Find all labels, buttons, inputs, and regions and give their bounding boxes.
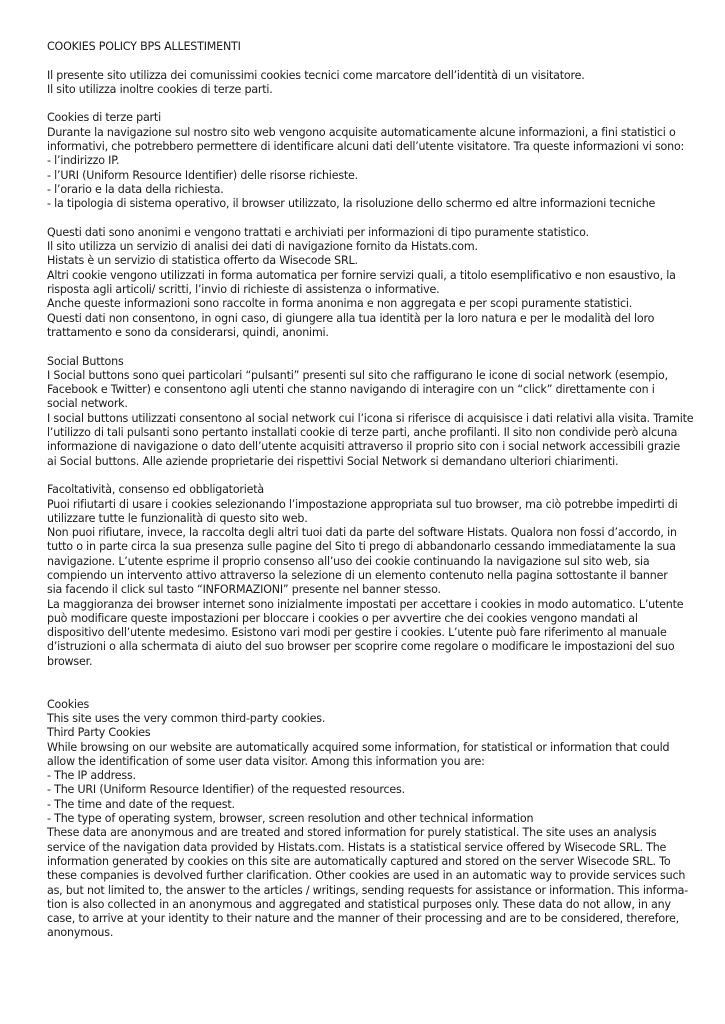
section-heading: Facoltatività, consenso ed obbligatorietà <box>47 483 265 497</box>
paragraph-line: These data are anonymous and are treated and stored information for purely statistical. The site uses an analysis <box>47 826 657 840</box>
paragraph-line: trattamento e sono da considerarsi, quindi, anonimi. <box>47 325 329 339</box>
paragraph-line: informativi, che potrebbero permettere di identificare alcuni dati dell’utente visitatore. Tra queste informazioni vi sono: <box>47 140 685 154</box>
spacer <box>47 469 687 483</box>
paragraph-line: I Social buttons sono quei particolari “pulsanti” presenti sul sito che raffigurano le icone di social network (esempio, <box>47 368 668 382</box>
paragraph-line: d’istruzioni o alla schermata di aiuto del suo browser per scoprire come regolare o modificare le impostazioni del suo <box>47 640 675 654</box>
spacer <box>47 340 687 354</box>
paragraph-line: anonymous. <box>47 926 114 940</box>
paragraph-line: tion is also collected in an anonymous and aggregated and statistical purposes only. These data do not allow, in any <box>47 897 671 911</box>
paragraph-line: allow the identification of some user data visitor. Among this information you are: <box>47 754 485 768</box>
social-buttons-section <box>47 354 694 469</box>
paragraph-line: Durante la navigazione sul nostro sito web vengono acquisite automaticamente alcune informazioni, a fini statistici o <box>47 125 676 139</box>
paragraph-line: Altri cookie vengono utilizzati in forma automatica per fornire servizi quali, a titolo esemplificativo e non esaustivo, la <box>47 268 676 282</box>
spacer <box>47 212 687 226</box>
intro-line: Il presente sito utilizza dei comunissimi cookies tecnici come marcatore dell’identità di un visitatore. <box>47 68 585 82</box>
third-party-section <box>47 111 687 211</box>
paragraph-line: risposta agli articoli/ scritti, l’invio di richieste di assistenza o informative. <box>47 283 440 297</box>
paragraph-line: ai Social buttons. Alle aziende proprietarie dei rispettivi Social Network si demandano ulteriori chiarimenti. <box>47 454 619 468</box>
list-item: - The URI (Uniform Resource Identifier) of the requested resources. <box>47 783 405 797</box>
spacer <box>47 54 687 68</box>
paragraph-line: Histats è un servizio di statistica offerto da Wisecode SRL. <box>47 254 358 268</box>
paragraph-line: può modificare queste impostazioni per bloccare i cookies o per avvertire che dei cookies vengono mandati al <box>47 611 638 625</box>
list-item: - The type of operating system, browser, screen resolution and other technical information <box>47 812 534 826</box>
list-item: - l’URI (Uniform Resource Identifier) delle risorse richieste. <box>47 168 358 182</box>
list-item: - The time and date of the request. <box>47 797 235 811</box>
paragraph-line: as, but not limited to, the answer to the articles / writings, sending requests for assistance or information. This informa- <box>47 883 689 897</box>
page-title: COOKIES POLICY BPS ALLESTIMENTI <box>47 40 241 53</box>
paragraph-line: l’utilizzo di tali pulsanti sono pertanto installati cookie di terze parti, anche profilanti. Il sito non condivide però alcuna <box>47 426 678 440</box>
intro-section <box>47 69 687 98</box>
paragraph-line: Il sito utilizza un servizio di analisi dei dati di navigazione fornito da Histats.com. <box>47 240 478 254</box>
list-item: - la tipologia di sistema operativo, il browser utilizzato, la risoluzione dello schermo ed altre informazioni tecniche <box>47 197 656 211</box>
consent-section <box>47 483 687 669</box>
paragraph-line: case, to arrive at your identity to their nature and the manner of their processing and are to be considered, therefore, <box>47 912 679 926</box>
list-item: - l’indirizzo IP. <box>47 154 120 168</box>
paragraph-line: browser. <box>47 654 93 668</box>
section-heading: Cookies di terze parti <box>47 111 161 125</box>
paragraph-line: dispositivo dell’utente medesimo. Esistono vari modi per gestire i cookies. L’utente può fare riferimento al manuale <box>47 626 667 640</box>
paragraph-line: informazione di navigazione o dato dell’utente acquisiti attraverso il proprio sito con i social network accessibili grazie <box>47 440 680 454</box>
paragraph-line: Puoi rifiutarti di usare i cookies selezionando l’impostazione appropriata sul tuo browser, ma ciò potrebbe impedirti di <box>47 497 678 511</box>
spacer <box>47 97 687 111</box>
english-section <box>47 698 687 941</box>
paragraph-line: compiendo un intervento attivo attraverso la selezione di un elemento contenuto nella pagina sottostante il banner <box>47 568 668 582</box>
paragraph-line: these companies is devolved further clarification. Other cookies are used in an automatic way to provide services such <box>47 869 686 883</box>
paragraph-line: utilizzare tutte le funzionalità di questo sito web. <box>47 511 308 525</box>
paragraph-line: Facebook e Twitter) e consentono agli utenti che stanno navigando di interagire con un “click” direttamente con i <box>47 383 655 397</box>
section-heading: Cookies <box>47 697 90 711</box>
list-item: - l’orario e la data della richiesta. <box>47 182 224 196</box>
paragraph-line: sia facendo il click sul tasto “INFORMAZIONI” presente nel banner stesso. <box>47 583 441 597</box>
paragraph-line: This site uses the very common third-party cookies. <box>47 711 326 725</box>
paragraph-line: I social buttons utilizzati consentono al social network cui l’icona si riferisce di acquisisce i dati relativi alla visita. Tramite <box>47 411 694 425</box>
paragraph-line: service of the navigation data provided by Histats.com. Histats is a statistical service offered by Wisecode SRL. The <box>47 840 667 854</box>
subsection-heading: Third Party Cookies <box>47 726 151 740</box>
paragraph-line: La maggioranza dei browser internet sono inizialmente impostati per accettare i cookies in modo automatico. L’utente <box>47 597 684 611</box>
paragraph-line: While browsing on our website are automatically acquired some information, for statistical or information that could <box>47 740 670 754</box>
list-item: - The IP address. <box>47 769 136 783</box>
section-heading: Social Buttons <box>47 354 124 368</box>
paragraph-line: navigazione. L’utente esprime il proprio consenso all’uso dei cookie continuando la navigazione sul sito web, sia <box>47 554 650 568</box>
statistics-section <box>47 226 687 340</box>
paragraph-line: social network. <box>47 397 128 411</box>
spacer <box>47 669 687 698</box>
policy-document <box>47 40 694 941</box>
paragraph-line: Questi dati non consentono, in ogni caso, di giungere alla tua identità per la loro natura e per le modalità del loro <box>47 311 655 325</box>
paragraph-line: Anche queste informazioni sono raccolte in forma anonima e non aggregata e per scopi puramente statistici. <box>47 297 633 311</box>
paragraph-line: information generated by cookies on this site are automatically captured and stored on the server Wisecode SRL. To <box>47 854 671 868</box>
paragraph-line: Questi dati sono anonimi e vengono trattati e archiviati per informazioni di tipo puramente statistico. <box>47 225 589 239</box>
paragraph-line: tutto o in parte circa la sua presenza sulle pagine del Sito ti prego di abbandonarlo cessando immediatamente la sua <box>47 540 676 554</box>
intro-line: Il sito utilizza inoltre cookies di terze parti. <box>47 82 273 96</box>
paragraph-line: Non puoi rifiutare, invece, la raccolta degli altri tuoi dati da parte del software Histats. Qualora non fossi d’accordo, in <box>47 526 677 540</box>
